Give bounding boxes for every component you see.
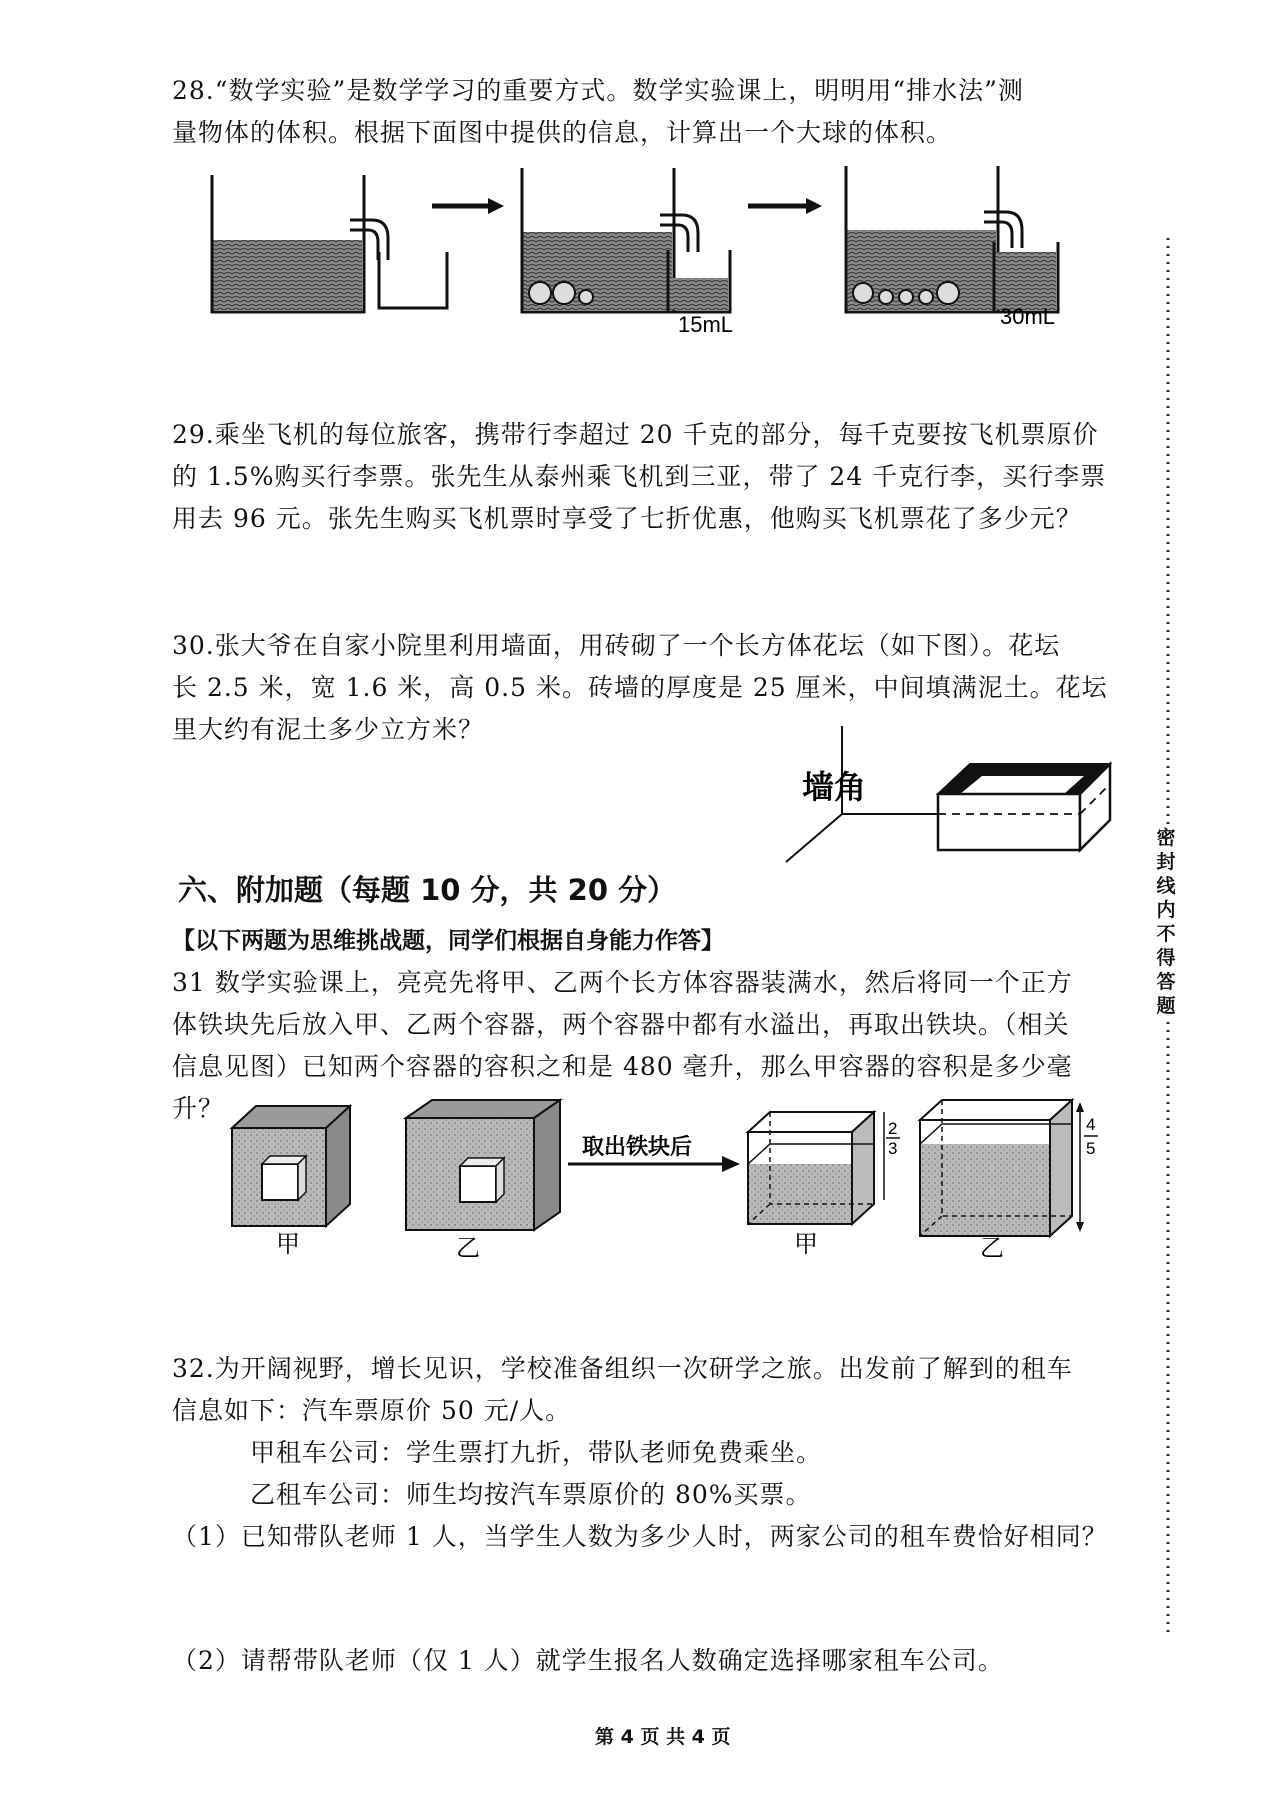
q32-part-1: （1）已知带队老师 1 人，当学生人数为多少人时，两家公司的租车费恰好相同？ bbox=[172, 1522, 1108, 1551]
q31-container-yi-full bbox=[406, 1100, 560, 1230]
question-32 bbox=[172, 1348, 1140, 1558]
q31-label-jia-2: 甲 bbox=[794, 1230, 818, 1258]
section-title: 六、附加题（每题 10 分，共 20 分） bbox=[178, 873, 677, 907]
q32-line-2: 信息如下：汽车票原价 50 元/人。 bbox=[172, 1396, 572, 1425]
q31-label-yi-2: 乙 bbox=[980, 1234, 1004, 1258]
q28-container-3 bbox=[846, 166, 1058, 312]
q32-company-a: 甲租车公司：学生票打九折，带队老师免费乘坐。 bbox=[250, 1438, 823, 1467]
q32-line-1: 32.为开阔视野，增长见识，学校准备组织一次研学之旅。出发前了解到的租车 bbox=[172, 1354, 1073, 1383]
q31-line-1: 31 数学实验课上，亮亮先将甲、乙两个长方体容器装满水，然后将同一个正方 bbox=[172, 968, 1073, 997]
q31-label-jia-1: 甲 bbox=[276, 1230, 300, 1258]
q29-line-2: 的 1.5%购买行李票。张先生从泰州乘飞机到三亚，带了 24 千克行李，买行李票 bbox=[172, 462, 1107, 491]
q30-line-2: 长 2.5 米，宽 1.6 米，高 0.5 米。砖墙的厚度是 25 厘米，中间填满泥土。花坛 bbox=[172, 673, 1108, 702]
q31-figure bbox=[220, 1098, 1140, 1258]
q30-line-1: 30.张大爷在自家小院里利用墙面，用砖砌了一个长方体花坛（如下图）。花坛 bbox=[172, 631, 1061, 660]
q31-container-yi-after bbox=[920, 1100, 1098, 1236]
q31-arrow-text: 取出铁块后 bbox=[582, 1135, 693, 1160]
q28-container-2 bbox=[522, 168, 730, 312]
seal-line-text: 密封线内不得答题 bbox=[1151, 826, 1181, 1018]
q31-container-jia-after bbox=[748, 1112, 900, 1224]
q28-label-15ml: 15mL bbox=[678, 312, 734, 337]
q29-line-1: 29.乘坐飞机的每位旅客，携带行李超过 20 千克的部分，每千克要按飞机票原价 bbox=[172, 420, 1099, 449]
q31-container-jia-full bbox=[232, 1106, 350, 1226]
page-footer: 第 4 页 共 4 页 bbox=[595, 1726, 731, 1748]
q31-frac-b-num: 4 bbox=[1086, 1115, 1096, 1134]
q31-label-yi-1: 乙 bbox=[456, 1234, 480, 1258]
q31-frac-a-den: 3 bbox=[888, 1139, 898, 1158]
q30-line-3: 里大约有泥土多少立方米？ bbox=[172, 715, 485, 744]
q32-part-2: （2）请帮带队老师（仅 1 人）就学生报名人数确定选择哪家租车公司。 bbox=[172, 1646, 1004, 1675]
q28-label-30ml: 30mL bbox=[1000, 304, 1056, 329]
q31-frac-b-den: 5 bbox=[1086, 1139, 1096, 1158]
section-note: 【以下两题为思维挑战题，同学们根据自身能力作答】 bbox=[172, 928, 724, 954]
q30-wall-label: 墙角 bbox=[802, 768, 867, 806]
question-29 bbox=[172, 414, 1140, 540]
q31-line-2: 体铁块先后放入甲、乙两个容器，两个容器中都有水溢出，再取出铁块。（相关 bbox=[172, 1010, 1070, 1039]
q28-line-1: 28.“数学实验”是数学学习的重要方式。数学实验课上，明明用“排水法”测 bbox=[172, 76, 1024, 105]
q31-line-4: 升？ bbox=[172, 1094, 225, 1123]
question-28 bbox=[172, 70, 1140, 154]
q29-line-3: 用去 96 元。张先生购买飞机票时享受了七折优惠，他购买飞机票花了多少元？ bbox=[172, 504, 1082, 533]
question-32-part-2 bbox=[172, 1640, 1140, 1682]
q31-frac-a-num: 2 bbox=[888, 1119, 898, 1138]
q32-company-b: 乙租车公司：师生均按汽车票原价的 80%买票。 bbox=[250, 1480, 812, 1509]
q30-figure bbox=[780, 720, 1130, 870]
q31-line-3: 信息见图）已知两个容器的容积之和是 480 毫升，那么甲容器的容积是多少毫 bbox=[172, 1052, 1073, 1081]
q28-figure bbox=[200, 160, 1100, 340]
q28-line-2: 量物体的体积。根据下面图中提供的信息，计算出一个大球的体积。 bbox=[172, 118, 953, 147]
q28-container-1 bbox=[212, 175, 447, 312]
